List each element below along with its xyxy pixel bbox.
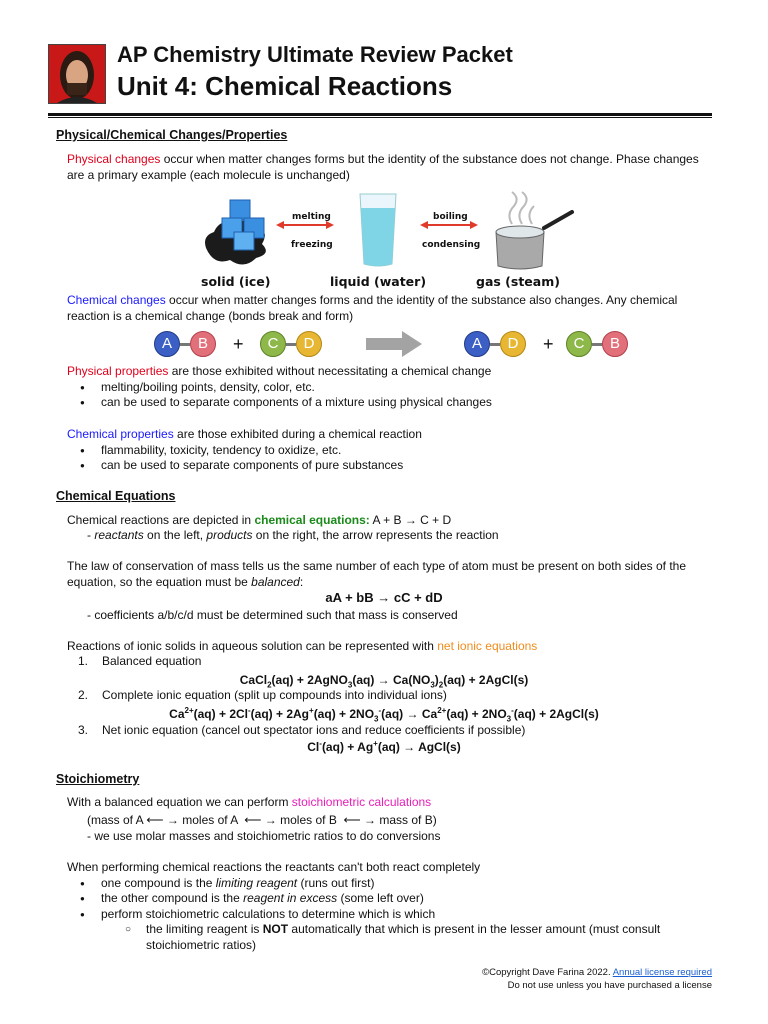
- plus-sign: +: [233, 334, 244, 354]
- bond: [490, 343, 500, 346]
- atom-b: B: [602, 331, 628, 357]
- sub-bullet: ○ the limiting reagent is NOT automatically that which is present in the lesser amount (must consult stoichiometric ratios): [125, 922, 661, 952]
- conservation-paragraph: The law of conservation of mass tells us the same number of each type of atom must be present on both sides of the equation, so the equation must be balanced:: [67, 559, 686, 589]
- physical-changes-paragraph: Physical changes occur when matter changes forms but the identity of the substance does not change. Phase changes are a primary example (each molecule is unchanged): [67, 152, 699, 182]
- physical-properties-term: Physical properties: [67, 364, 169, 378]
- net-ionic-term: net ionic equations: [437, 639, 538, 653]
- bond: [180, 343, 190, 346]
- label-solid: solid (ice): [201, 274, 271, 289]
- list-item: ● melting/boiling points, density, color, etc.: [67, 380, 707, 396]
- list-item: ● flammability, toxicity, tendency to oxidize, etc.: [67, 443, 707, 459]
- label-liquid: liquid (water): [330, 274, 427, 289]
- atom-a: A: [464, 331, 490, 357]
- list-item: ● the other compound is the reagent in excess (some left over): [67, 891, 707, 907]
- copyright: ©Copyright Dave Farina 2022.: [482, 967, 613, 978]
- balanced-equation: CaCl$_2$(aq) + 2AgNO$_3$(aq) → $Ca(NO_3)_2(aq)$ + 2AgCl(s): [239, 673, 529, 690]
- label-boiling: boiling: [433, 212, 468, 222]
- equations-intro: Chemical reactions are depicted in chemical equations: A + B → C + D: [67, 513, 452, 527]
- atom-b: B: [190, 331, 216, 357]
- footer: [482, 966, 712, 992]
- license-link[interactable]: Annual license required: [612, 967, 712, 978]
- author-avatar: [48, 44, 106, 104]
- bond: [592, 343, 602, 346]
- reactants-note: - reactants on the left, products on the right, the arrow represents the reaction: [87, 528, 499, 542]
- list-item: ● can be used to separate components of pure substances: [67, 458, 707, 474]
- list-item: ● perform stoichiometric calculations to determine which is which: [67, 907, 707, 923]
- license-notice: Do not use unless you have purchased a license: [507, 980, 712, 991]
- list-item: ● can be used to separate components of a mixture using physical changes: [67, 395, 707, 411]
- ionic-intro: Reactions of ionic solids in aqueous solution can be represented with net ionic equations: [67, 639, 538, 653]
- section-heading-equations: Chemical Equations: [56, 489, 176, 503]
- limiting-block: When performing chemical reactions the reactants can't both react completely ● one compound is the limiting reagent (runs out first) ● the other compound is the reagent in excess (some left over) ● perform stoichiometric calculations to determine which is which ○ the limiting reagent is NOT automatically that which is present in the lesser amount (must consult stoichiometric ratios): [67, 860, 707, 953]
- step-1: 1. Balanced equation: [78, 654, 202, 668]
- plus-sign: +: [543, 334, 554, 354]
- atom-c: C: [566, 331, 592, 357]
- atom-c: C: [260, 331, 286, 357]
- physical-changes-term: Physical changes: [67, 152, 161, 166]
- physical-properties-block: Physical properties are those exhibited without necessitating a chemical change ● melting/boiling points, density, color, etc. ● can be used to separate components of a mixture using physical changes: [67, 364, 707, 411]
- step-2: 2. Complete ionic equation (split up compounds into individual ions): [78, 688, 447, 702]
- general-equation: aA + bB → cC + dD: [325, 590, 443, 605]
- conversion-chain: (mass of A ⟵ → moles of A ⟵ → moles of B ⟵ → mass of B): [87, 813, 437, 827]
- coefficient-note: - coefficients a/b/c/d must be determined such that mass is conserved: [87, 608, 458, 622]
- stoich-intro: With a balanced equation we can perform stoichiometric calculations: [67, 795, 432, 809]
- conversion-note: - we use molar masses and stoichiometric ratios to do conversions: [87, 829, 441, 843]
- label-condensing: condensing: [422, 240, 481, 250]
- chemical-changes-paragraph: Chemical changes occur when matter changes forms and the identity of the substance also changes. Any chemical reaction is a chemical change (bonds break and form): [67, 293, 678, 323]
- section-heading-stoichiometry: Stoichiometry: [56, 772, 140, 786]
- chemical-equations-term: chemical equations:: [254, 513, 370, 527]
- bond: [286, 343, 296, 346]
- atom-d: D: [296, 331, 322, 357]
- stoich-calc-term: stoichiometric calculations: [291, 795, 432, 809]
- reaction-arrow-icon: [366, 330, 424, 358]
- chemical-properties-term: Chemical properties: [67, 427, 174, 441]
- header-rule: [48, 113, 712, 116]
- net-ionic-equation: Cl-(aq) + Ag+(aq) → AgCl(s): [307, 739, 461, 754]
- page-title: AP Chemistry Ultimate Review Packet: [117, 42, 513, 67]
- complete-ionic-equation: $Ca^{2+}(aq) + 2Cl^-(aq) + 2Ag^+(aq) + 2NO_3^-(aq) \to Ca^{2+}(aq) + 2NO_3^-(aq)$ + 2AgCl(s): [169, 706, 599, 724]
- list-item: ● one compound is the limiting reagent (runs out first): [67, 876, 707, 892]
- step-3: 3. Net ionic equation (cancel out spectator ions and reduce coefficients if possible): [78, 723, 526, 737]
- label-melting: melting: [292, 212, 331, 222]
- chemical-properties-block: Chemical properties are those exhibited during a chemical reaction ● flammability, toxicity, tendency to oxidize, etc. ● can be used to separate components of pure substances: [67, 427, 707, 474]
- page-subtitle: Unit 4: Chemical Reactions: [117, 71, 453, 101]
- section-heading-changes: Physical/Chemical Changes/Properties: [56, 128, 288, 142]
- atom-a: A: [154, 331, 180, 357]
- reaction-diagram: [150, 330, 640, 360]
- label-freezing: freezing: [291, 240, 333, 250]
- header-rule-thin: [48, 117, 712, 118]
- chemical-changes-term: Chemical changes: [67, 293, 166, 307]
- label-gas: gas (steam): [476, 274, 560, 289]
- atom-d: D: [500, 331, 526, 357]
